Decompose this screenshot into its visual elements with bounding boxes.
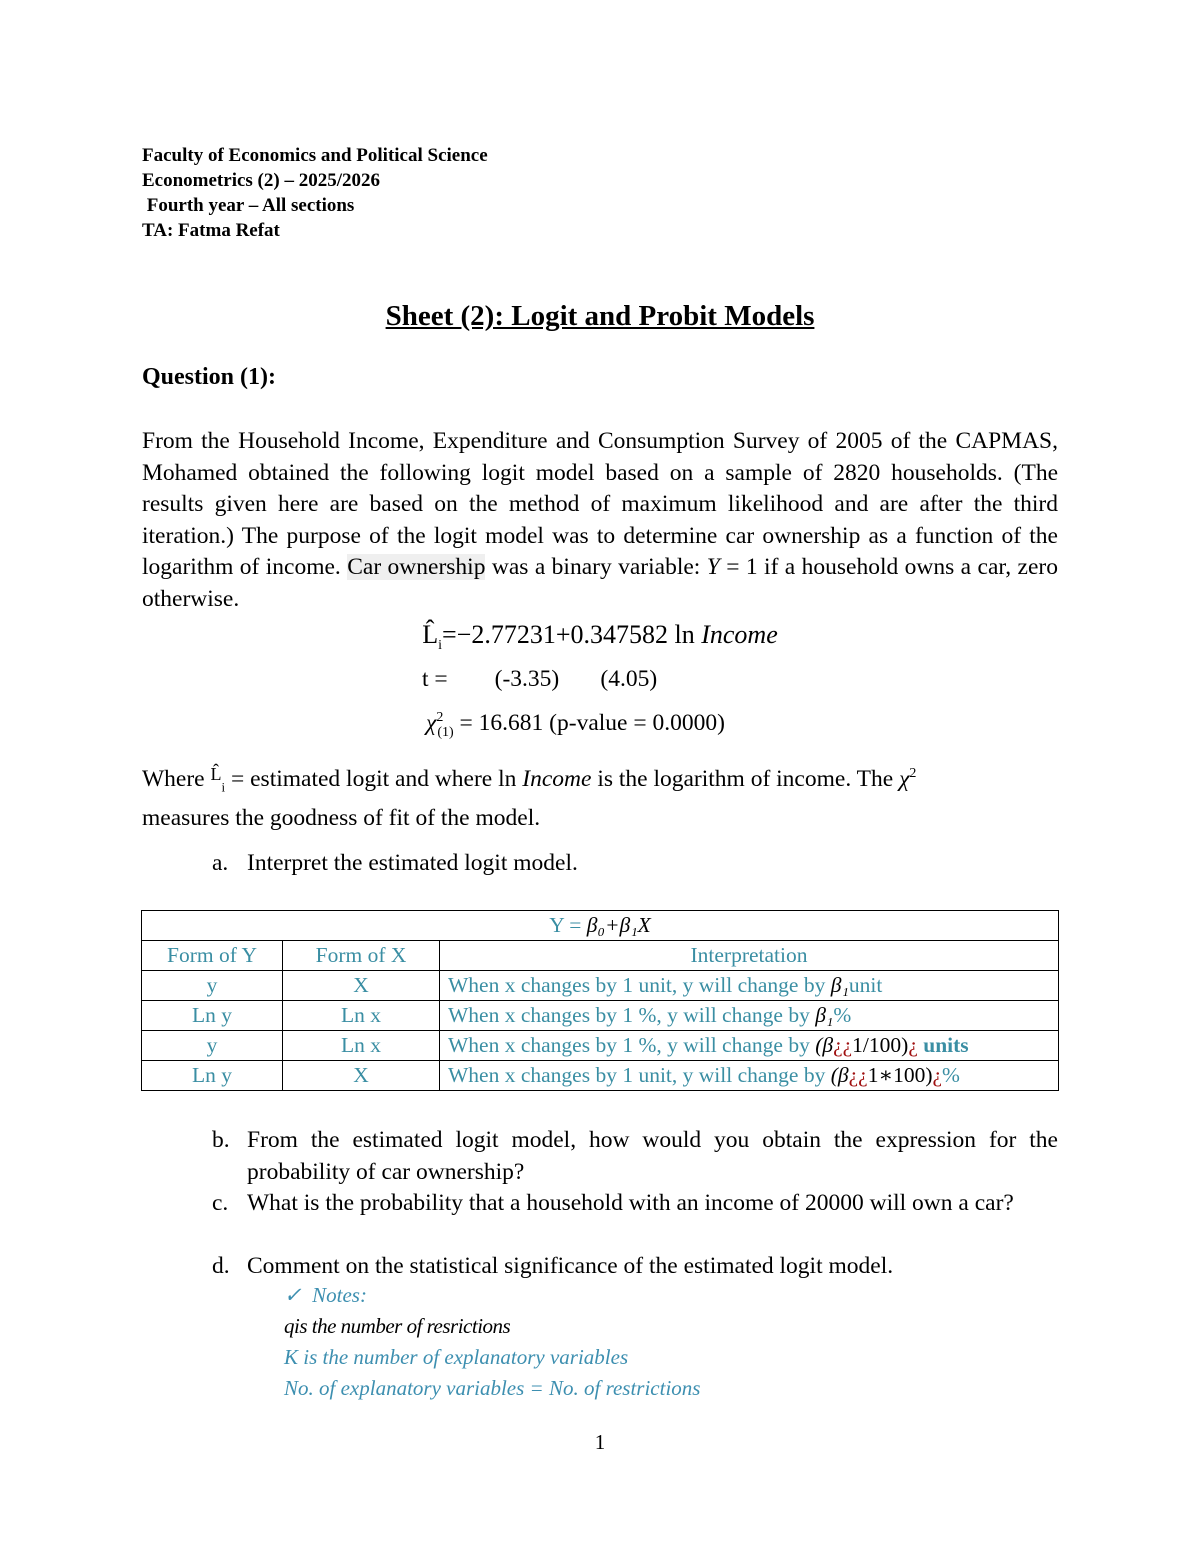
notes-block [284,1280,700,1404]
intro-text: = 1 if a household owns a car, zero otherwise. [142,554,1058,612]
table-title [142,911,1059,941]
header-line: TA: Fatma Refat [142,220,280,241]
cell-form-x: X [283,1061,440,1091]
item-text: Interpret the estimated logit model. [247,850,578,876]
header-cell: Form of Y [142,941,283,971]
superscript: 2 [436,710,444,726]
table-row [142,1061,1059,1091]
intro-text: was a binary variable: [485,554,707,581]
cell-form-y: Ln y [142,1061,283,1091]
chi-square-line [426,710,725,741]
text: When x changes by 1 %, y will change by [448,1003,816,1027]
chi-symbol: χ [426,710,437,736]
text: measures the goodness of fit of the model. [142,805,541,832]
cell-interpretation [440,971,1059,1001]
question-item-a [212,848,1058,880]
cell-form-x: X [283,971,440,1001]
math: β₁ [815,1003,834,1027]
item-label: a. [212,850,229,876]
question-label: Question (1): [142,364,276,390]
cell-interpretation [440,1031,1059,1061]
table-row [142,1001,1059,1031]
subscript: (1) [437,724,454,740]
math: β₁ [830,973,849,997]
subscript: i [438,638,443,654]
cell-form-x: Ln x [283,1001,440,1031]
table-row [142,971,1059,1001]
chi-symbol: χ [899,765,910,792]
cell-form-y: Ln y [142,1001,283,1031]
question-item-c [212,1188,1058,1220]
checkmark-icon: ✓ [284,1283,302,1307]
text: When x changes by 1 unit, y will change by [448,1063,831,1087]
intro-text: From the Household Income, Expenditure and Consumption Survey of 2005 of the CAPMAS, Mohamed obtained the following logit model based on a sample of 2820 households. (The results given here are based on the method of maximum likelihood and are after the third iteration.) The purpose of the logit model was to determine car ownership as a function of the logarithm of income. [142,428,1058,581]
title-math: β₀+β₁X [586,913,651,937]
cell-form-x: Ln x [283,1031,440,1061]
header-line: Faculty of Economics and Political Science [142,145,488,166]
equation-rhs: =−2.77231+0.347582 ln [442,620,702,649]
cell-interpretation [440,1061,1059,1091]
text: When x changes by 1 %, y will change by [448,1033,816,1057]
page-number: 1 [594,1430,606,1454]
table-row [142,1031,1059,1061]
note-line: qis the number of resrictions [284,1314,511,1338]
math: ¿ [932,1063,943,1087]
item-text: What is the probability that a household with an income of 20000 will own a car? [247,1190,1014,1216]
text: % [833,1003,852,1027]
table-header-row [142,941,1059,971]
question-item-d [212,1251,1058,1283]
superscript: 2 [909,766,917,781]
text: unit [848,973,883,997]
income-var: Income [701,620,778,649]
text: % [942,1063,960,1087]
cell-form-y: y [142,1031,283,1061]
intro-paragraph [142,426,1058,616]
cell-form-y: y [142,971,283,1001]
subscript: i [221,779,226,795]
note-line: K is the number of explanatory variables [284,1345,629,1369]
chi-value: = 16.681 (p-value = 0.0000) [453,710,725,736]
l-hat: L̂ [210,763,222,784]
item-label: b. [212,1127,230,1153]
math: 1/100) [852,1033,909,1057]
y-variable: Y [706,554,720,581]
text: units [917,1033,969,1057]
logit-equation [0,620,1200,654]
interpretation-table [141,910,1059,1091]
question-item-b [212,1125,1058,1188]
item-label: c. [212,1190,229,1216]
text: is the logarithm of income. The [591,765,900,792]
highlighted-text: Car ownership [347,554,486,581]
math: (β [815,1033,834,1057]
cell-interpretation [440,1001,1059,1031]
text: Where [142,765,211,792]
notes-heading: Notes: [312,1283,367,1307]
math: ¿¿ [848,1063,868,1087]
title-text: Y = [549,913,587,937]
header-cell: Interpretation [440,941,1059,971]
note-line: No. of explanatory variables = No. of restrictions [284,1376,701,1400]
item-label: d. [212,1253,230,1279]
t-statistics: t = (-3.35) (4.05) [422,666,658,692]
header-line: Fourth year – All sections [142,195,355,216]
where-paragraph [142,758,1058,835]
math: (β [830,1063,849,1087]
item-text: From the estimated logit model, how would you obtain the expression for the probability of car ownership? [247,1127,1058,1185]
math: 1∗100) [867,1063,933,1087]
header-line: Econometrics (2) – 2025/2026 [142,170,380,191]
text: = estimated logit and where ln [225,765,523,792]
item-text: Comment on the statistical significance of the estimated logit model. [247,1253,894,1279]
l-hat: L̂ [422,620,439,649]
income-var: Income [522,765,592,792]
text: When x changes by 1 unit, y will change by [448,973,831,997]
sheet-title: Sheet (2): Logit and Probit Models [385,300,815,332]
document-header [142,143,488,243]
header-cell: Form of X [283,941,440,971]
math: ¿¿ [833,1033,853,1057]
math: ¿ [908,1033,918,1057]
